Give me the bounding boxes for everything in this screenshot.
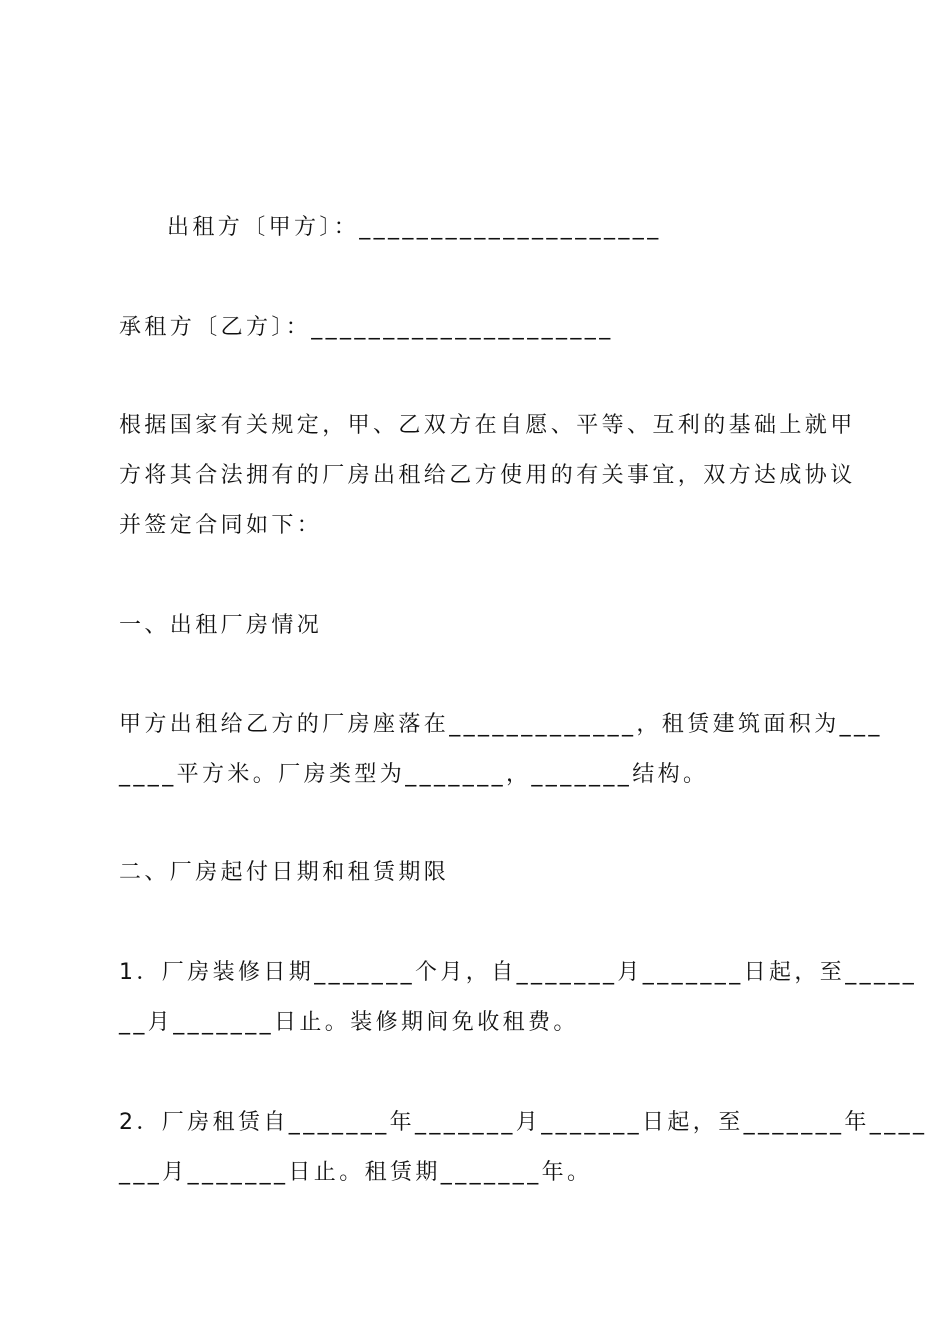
lessor-line: 出租方〔甲方〕：_____________________	[167, 215, 662, 240]
section2-heading: 二、厂房起付日期和租赁期限	[119, 860, 450, 885]
section1-body-line-1: 甲方出租给乙方的厂房座落在_____________，租赁建筑面积为___	[119, 712, 883, 737]
preamble-line-3: 并签定合同如下：	[119, 513, 323, 538]
lessee-line: 承租方〔乙方〕：_____________________	[119, 315, 614, 340]
section2-item2-line-1: 2．厂房租赁自_______年_______月_______日起，至_______年____	[119, 1110, 928, 1135]
section2-item1-line-2: __月_______日止。装修期间免收租费。	[119, 1010, 579, 1035]
section2-item2-line-2: ___月_______日止。租赁期_______年。	[119, 1160, 593, 1185]
preamble-line-1: 根据国家有关规定，甲、乙双方在自愿、平等、互利的基础上就甲	[119, 413, 856, 438]
section1-heading: 一、出租厂房情况	[119, 613, 323, 638]
preamble-line-2: 方将其合法拥有的厂房出租给乙方使用的有关事宜，双方达成协议	[119, 463, 856, 488]
section1-body-line-2: ____平方米。厂房类型为_______，_______结构。	[119, 762, 709, 787]
section2-item1-line-1: 1．厂房装修日期_______个月，自_______月_______日起，至_____	[119, 960, 918, 985]
